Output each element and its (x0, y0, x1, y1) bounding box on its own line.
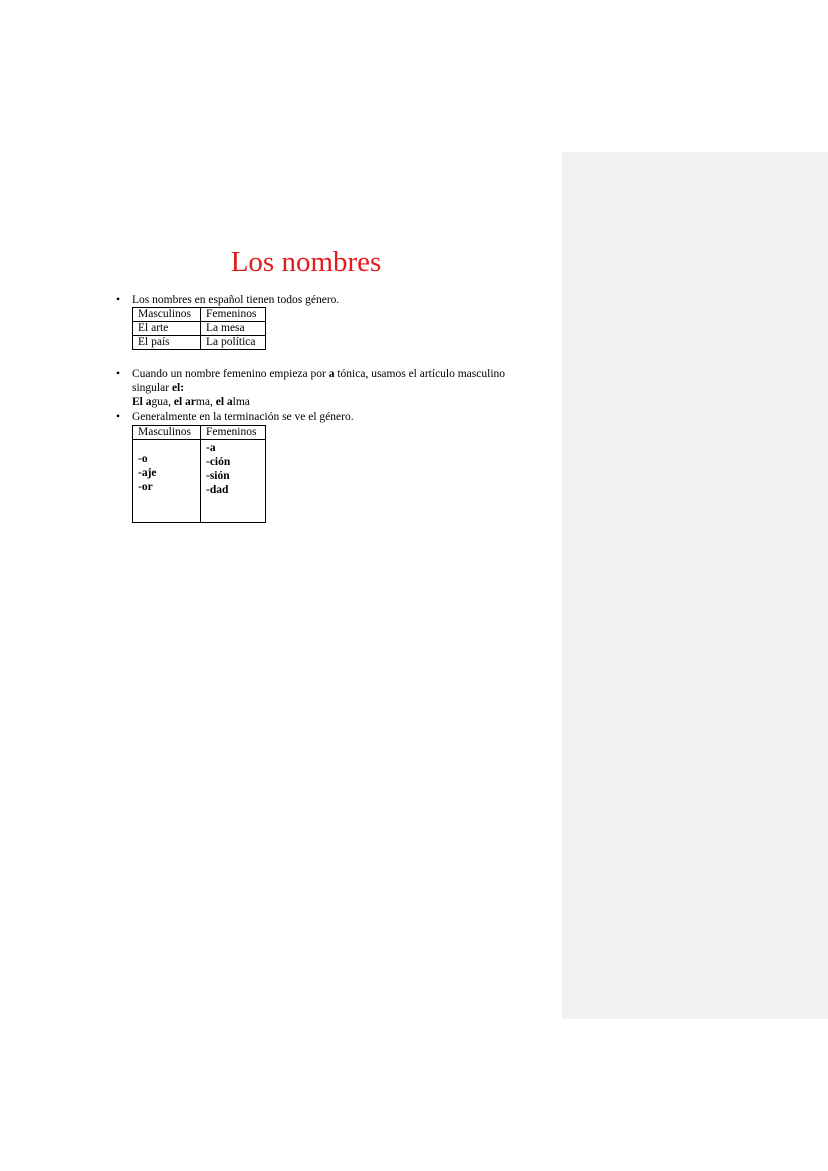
example-article: el (215, 396, 227, 408)
ending: -a (206, 442, 216, 454)
table-row (133, 322, 266, 336)
feminine-endings-cell (201, 440, 266, 523)
endings-table (132, 425, 266, 523)
example-stress: a (226, 396, 233, 408)
example-rest: gua (151, 396, 169, 408)
bold-colon: : (180, 382, 185, 394)
bullet-gender (116, 293, 340, 307)
table-cell: La política (201, 336, 266, 350)
table-header-row (133, 308, 266, 322)
table-cell: El arte (133, 322, 201, 336)
header-femeninos: Femeninos (201, 426, 266, 440)
example-stress: a (145, 396, 152, 408)
table-header-row (133, 426, 266, 440)
bold-el: el (171, 382, 181, 394)
bold-a: a (328, 368, 335, 380)
ending: -aje (138, 467, 157, 479)
ending: -ción (206, 456, 231, 468)
example-sep: , (209, 396, 216, 408)
header-masculinos: Masculinos (133, 426, 201, 440)
bullet-dot: • (116, 411, 121, 423)
bullet-endings (116, 410, 354, 424)
example-rest: ma (195, 396, 210, 408)
table-cell: La mesa (201, 322, 266, 336)
example-rest: lma (232, 396, 250, 408)
examples-table (132, 307, 266, 350)
example-sep: , (168, 396, 174, 408)
header-femeninos: Femeninos (201, 308, 266, 322)
comment-pane (562, 152, 828, 1019)
masculine-endings-cell (133, 440, 201, 523)
bullet-text: Generalmente en la terminación se ve el género. (132, 411, 354, 423)
ending: -dad (206, 484, 229, 496)
ending: -or (138, 481, 153, 493)
example-stress: ar (185, 396, 196, 408)
example-article: El (132, 396, 146, 408)
page-title: Los nombres (230, 246, 382, 278)
example-list (132, 396, 250, 408)
bullet-dot: • (116, 294, 121, 306)
bullet-text: tónica, usamos el artículo masculino (334, 368, 506, 380)
bullet-text: Los nombres en español tienen todos género. (132, 294, 340, 306)
bullet-text: singular (132, 382, 172, 394)
ending: -o (138, 453, 148, 465)
table-row (133, 440, 266, 523)
table-cell: El país (133, 336, 201, 350)
example-article: el (173, 396, 186, 408)
bullet-stressed-a (116, 367, 552, 409)
table-row (133, 336, 266, 350)
bullet-dot: • (116, 368, 121, 380)
ending: -sión (206, 470, 230, 482)
bullet-text: Cuando un nombre femenino empieza por (132, 368, 329, 380)
header-masculinos: Masculinos (133, 308, 201, 322)
